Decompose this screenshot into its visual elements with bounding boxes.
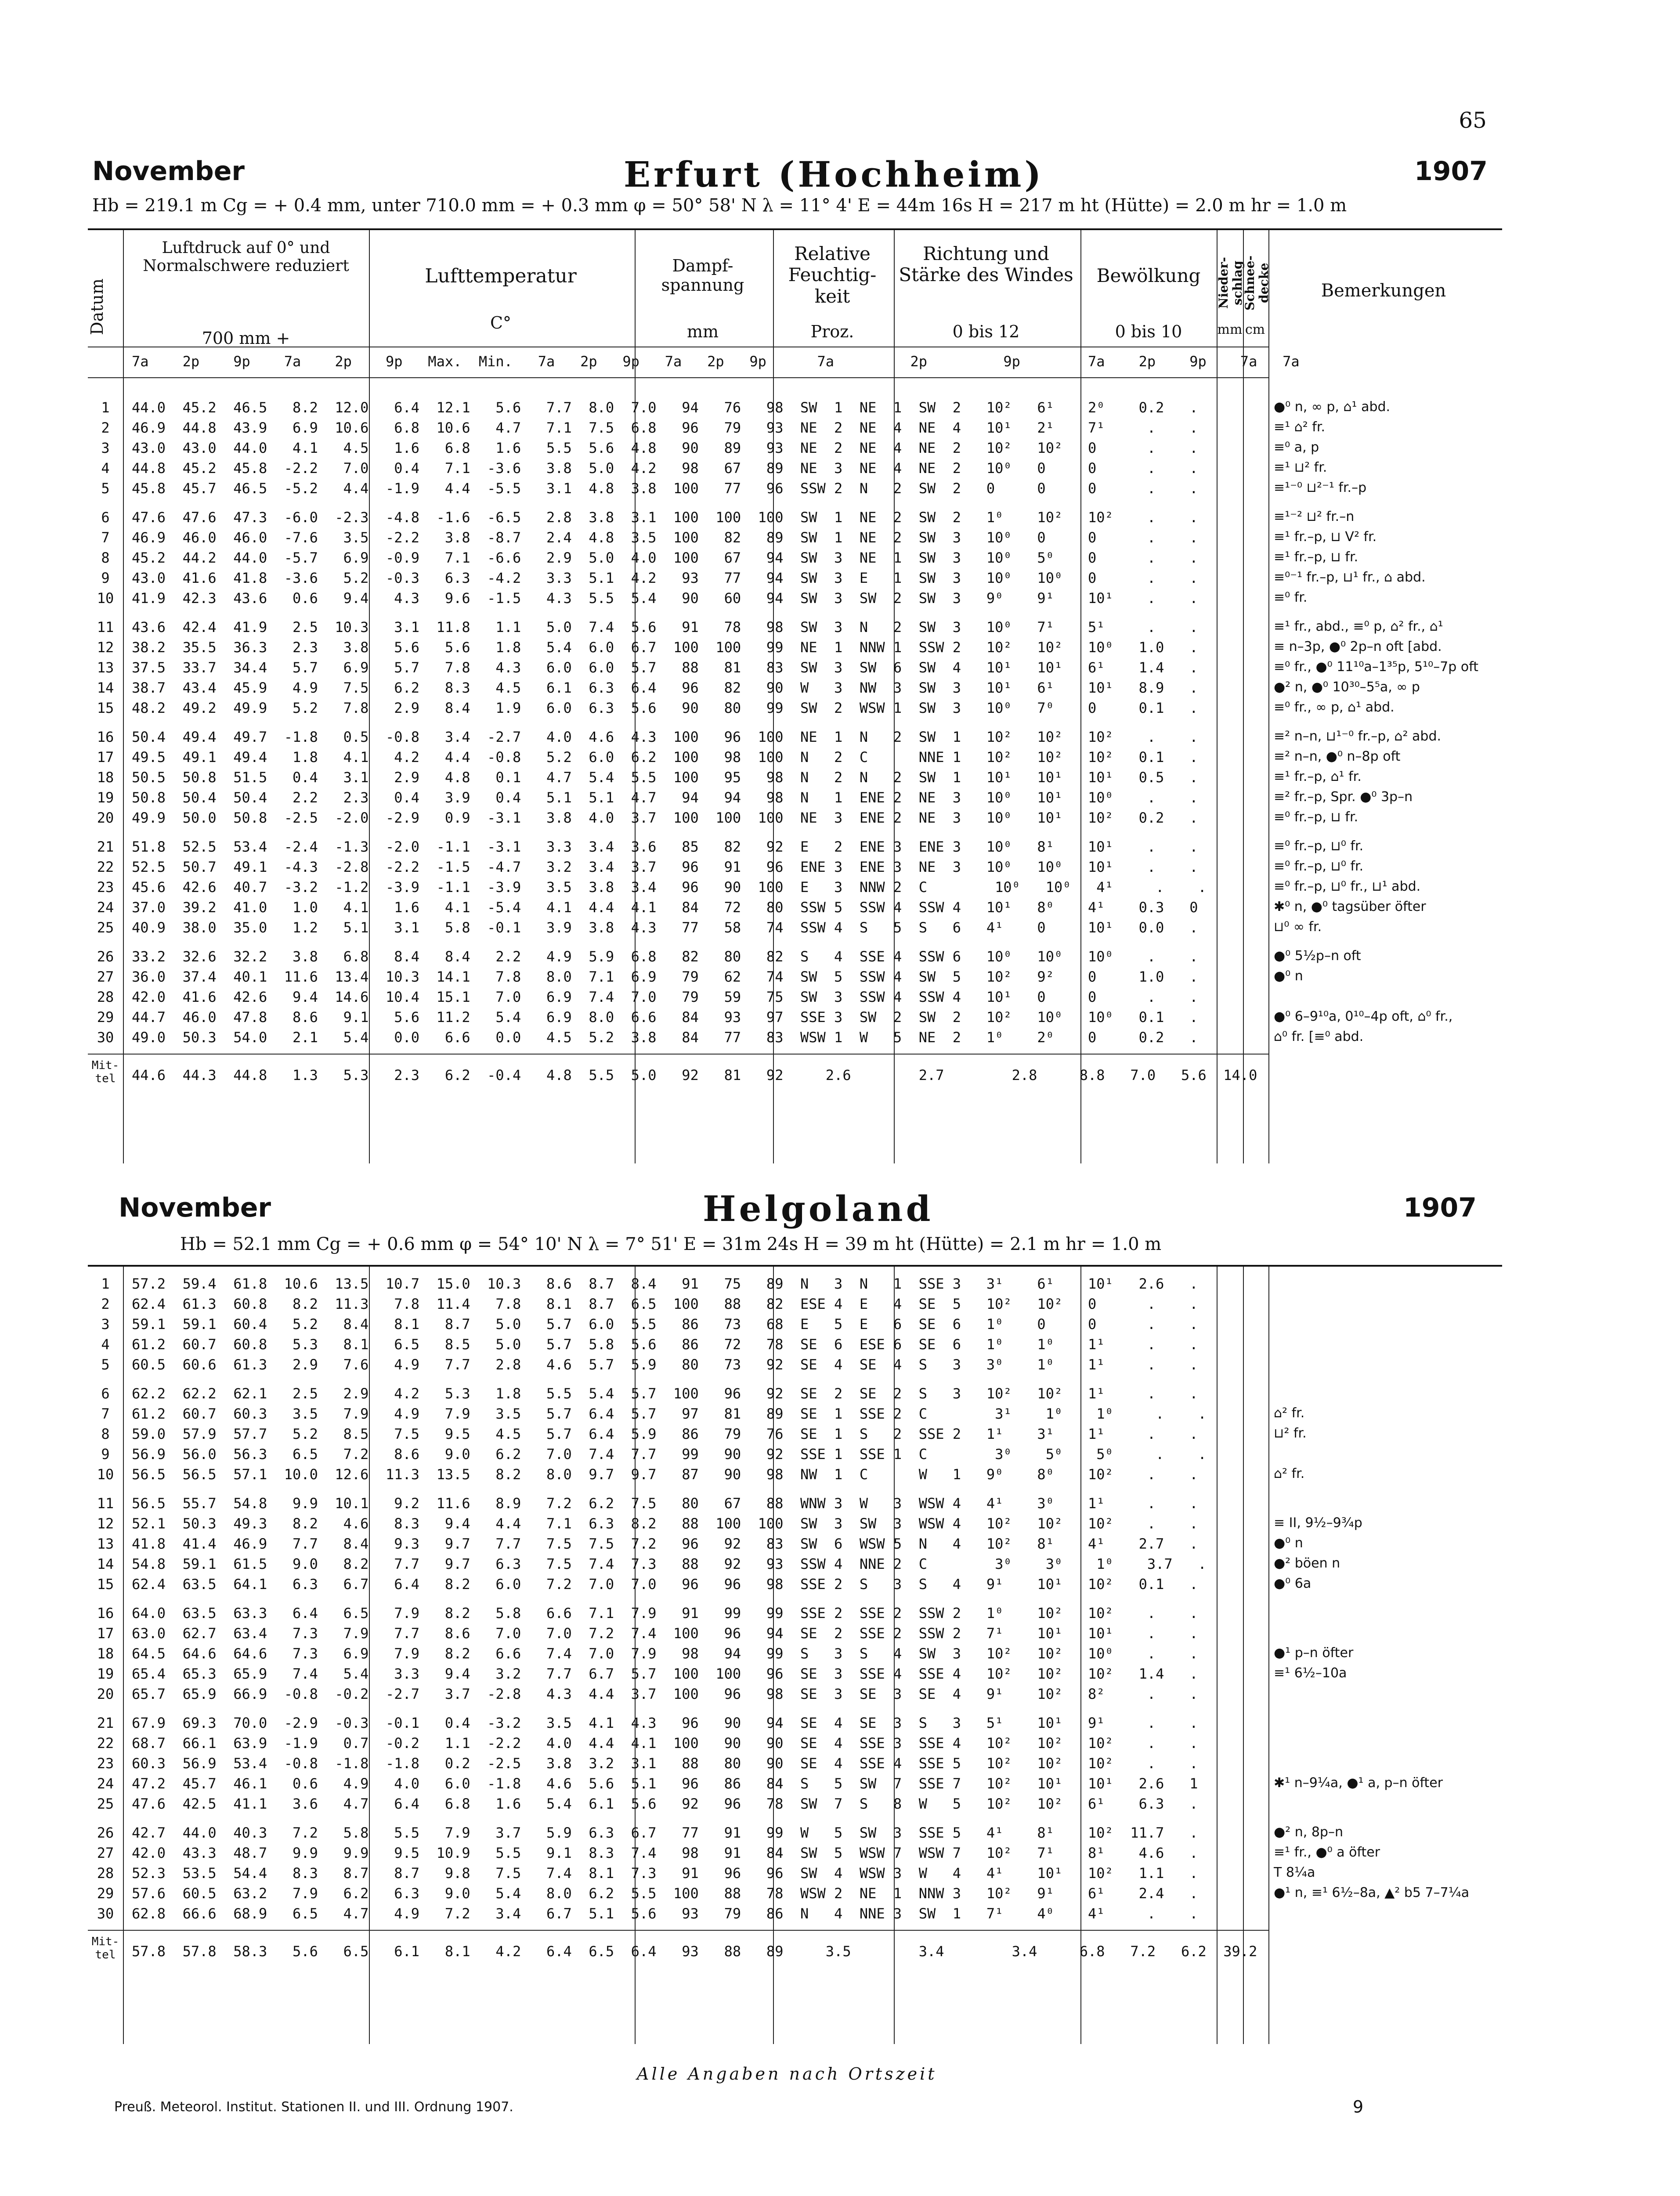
erfurt-station-title: Erfurt (Hochheim) — [624, 154, 1044, 195]
wind-header: Richtung und Stärke des Windes — [899, 243, 1073, 286]
table-row-date: 25 — [97, 919, 114, 936]
table-row: 50.4 49.4 49.7 -1.8 0.5 -0.8 3.4 -2.7 4.0 4.6 4.3 100 96 100 NE 1 N 2 SW 1 10² 10² 10² . . — [132, 729, 1198, 745]
luftdruck-unit: 700 mm + — [202, 329, 290, 348]
row-remark: ●⁰ n, ∞ p, ⌂¹ abd. — [1274, 399, 1391, 415]
table-row: 47.6 47.6 47.3 -6.0 -2.3 -4.8 -1.6 -6.5 2.8 3.8 3.1 100 100 100 SW 1 NE 2 SW 2 1⁰ 10² 10² . . — [132, 509, 1198, 526]
table-row: 61.2 60.7 60.8 5.3 8.1 6.5 8.5 5.0 5.7 5.8 5.6 86 72 78 SE 6 ESE 6 SE 6 1⁰ 1⁰ 1¹ . . — [132, 1336, 1198, 1353]
table-row-date: 8 — [101, 1426, 110, 1442]
table-row: 57.2 59.4 61.8 10.6 13.5 10.7 15.0 10.3 8.6 8.7 8.4 91 75 89 N 3 N 1 SSE 3 3¹ 6¹ 10¹ 2.6 . — [132, 1275, 1198, 1292]
table-row-date: 12 — [97, 1515, 114, 1532]
subheader-times: 7a 2p 9p 7a 2p 9p Max. Min. 7a 2p 9p 7a 2p 9p 7a 2p 9p 7a 2p 9p 7a 7a — [132, 353, 1300, 370]
table-row: 57.6 60.5 63.2 7.9 6.2 6.3 9.0 5.4 8.0 6.2 5.5 100 88 78 WSW 2 NE 1 NNW 3 10² 9¹ 6¹ 2.4 . — [132, 1885, 1198, 1902]
row-remark: ✱¹ n–9¼a, ●¹ a, p–n öfter — [1274, 1775, 1443, 1791]
table-row: 48.2 49.2 49.9 5.2 7.8 2.9 8.4 1.9 6.0 6.3 5.6 90 80 99 SW 2 WSW 1 SW 3 10⁰ 7⁰ 0 0.1 . — [132, 700, 1198, 716]
table-row: 52.5 50.7 49.1 -4.3 -2.8 -2.2 -1.5 -4.7 3.2 3.4 3.7 96 91 96 ENE 3 ENE 3 NE 3 10⁰ 10⁰ 10¹ . . — [132, 859, 1198, 875]
table-row-date: 29 — [97, 1885, 114, 1902]
table-row: 42.7 44.0 40.3 7.2 5.8 5.5 7.9 3.7 5.9 6.3 6.7 77 91 99 W 5 SW 3 SSE 5 4¹ 8¹ 10² 11.7 . — [132, 1824, 1198, 1841]
table-row: 42.0 43.3 48.7 9.9 9.9 9.5 10.9 5.5 9.1 8.3 7.4 98 91 84 SW 5 WSW 7 WSW 7 10² 7¹ 8¹ 4.6 . — [132, 1845, 1198, 1861]
table-row-date: 26 — [97, 948, 114, 965]
table-row: 45.8 45.7 46.5 -5.2 4.4 -1.9 4.4 -5.5 3.1 4.8 3.8 100 77 96 SSW 2 N 2 SW 2 0 0 0 . . — [132, 480, 1198, 497]
row-remark: ≡⁰ fr. — [1274, 590, 1308, 605]
table-row-date: 11 — [97, 1495, 114, 1512]
schneedecke-header: Schnee-decke — [1243, 255, 1272, 311]
table-row-date: 14 — [97, 1556, 114, 1572]
table-row-date: 3 — [101, 1316, 110, 1333]
table-row: 36.0 37.4 40.1 11.6 13.4 10.3 14.1 7.8 8.0 7.1 6.9 79 62 74 SW 5 SSW 4 SW 5 10² 9² 0 1.0 . — [132, 968, 1198, 985]
row-remark: ●¹ n, ≡¹ 6½–8a, ▲² b5 7–7¼a — [1274, 1885, 1470, 1900]
table-row-date: 14 — [97, 679, 114, 696]
row-remark: ⊔⁰ ∞ fr. — [1274, 919, 1322, 935]
row-remark: ⌂² fr. — [1274, 1466, 1305, 1481]
table-row-date: 6 — [101, 1385, 110, 1402]
table-row-date: 4 — [101, 1336, 110, 1353]
table-row-date: 12 — [97, 639, 114, 656]
table-row: 46.9 46.0 46.0 -7.6 3.5 -2.2 3.8 -8.7 2.4 4.8 3.5 100 82 89 SW 1 NE 2 SW 3 10⁰ 0 0 . . — [132, 529, 1198, 546]
row-remark: ●⁰ 6a — [1274, 1576, 1311, 1591]
wind-unit: 0 bis 12 — [952, 322, 1020, 341]
table-row-date: 1 — [101, 399, 110, 416]
table-row-date: 10 — [97, 1466, 114, 1483]
table-row: 41.9 42.3 43.6 0.6 9.4 4.3 9.6 -1.5 4.3 5.5 5.4 90 60 94 SW 3 SW 2 SW 3 9⁰ 9¹ 10¹ . . — [132, 590, 1198, 607]
row-remark: ●⁰ 6–9¹⁰a, 0¹⁰–4p oft, ⌂⁰ fr., — [1274, 1009, 1453, 1024]
table-row: 38.2 35.5 36.3 2.3 3.8 5.6 5.6 1.8 5.4 6.0 6.7 100 100 99 NE 1 NNW 1 SSW 2 10² 10² 10⁰ 1.0 . — [132, 639, 1198, 656]
table-row: 46.9 44.8 43.9 6.9 10.6 6.8 10.6 4.7 7.1 7.5 6.8 96 79 93 NE 2 NE 4 NE 4 10¹ 2¹ 7¹ . . — [132, 419, 1198, 436]
table-row: 44.8 45.2 45.8 -2.2 7.0 0.4 7.1 -3.6 3.8 5.0 4.2 98 67 89 NE 3 NE 4 NE 2 10⁰ 0 0 . . — [132, 460, 1198, 477]
row-remark: ≡¹ fr., ●⁰ a öfter — [1274, 1845, 1380, 1860]
footer-note: Alle Angaben nach Ortszeit — [637, 2064, 937, 2084]
table-row: 45.6 42.6 40.7 -3.2 -1.2 -3.9 -1.1 -3.9 3.5 3.8 3.4 96 90 100 E 3 NNW 2 C 10⁰ 10⁰ 4¹ . . — [132, 879, 1207, 896]
bewoelkung-unit: 0 bis 10 — [1115, 322, 1182, 341]
table-row: 62.2 62.2 62.1 2.5 2.9 4.2 5.3 1.8 5.5 5.4 5.7 100 96 92 SE 2 SE 2 S 3 10² 10² 1¹ . . — [132, 1385, 1198, 1402]
table-row: 62.8 66.6 68.9 6.5 4.7 4.9 7.2 3.4 6.7 5.1 5.6 93 79 86 N 4 NNE 3 SW 1 7¹ 4⁰ 4¹ . . — [132, 1905, 1198, 1922]
table-row-date: 5 — [101, 1356, 110, 1373]
table-row: 56.5 55.7 54.8 9.9 10.1 9.2 11.6 8.9 7.2 6.2 7.5 80 67 88 WNW 3 W 3 WSW 4 4¹ 3⁰ 1¹ . . — [132, 1495, 1198, 1512]
table-row-date: 5 — [101, 480, 110, 497]
table-row: 59.1 59.1 60.4 5.2 8.4 8.1 8.7 5.0 5.7 6.0 5.5 86 73 68 E 5 E 6 SE 6 1⁰ 0 0 . . — [132, 1316, 1198, 1333]
table-row-date: 9 — [101, 1446, 110, 1463]
table-row: 37.5 33.7 34.4 5.7 6.9 5.7 7.8 4.3 6.0 6.0 5.7 88 81 83 SW 3 SW 6 SW 4 10¹ 10¹ 6¹ 1.4 . — [132, 659, 1198, 676]
row-remark: ≡⁰ a, p — [1274, 440, 1319, 455]
table-row-date: 16 — [97, 1605, 114, 1622]
helgoland-month: November — [119, 1192, 271, 1223]
table-row-date: 15 — [97, 700, 114, 716]
row-remark: ≡² fr.–p, Spr. ●⁰ 3p–n — [1274, 789, 1413, 805]
table-row-date: 9 — [101, 570, 110, 586]
table-row-date: 24 — [97, 1775, 114, 1792]
table-row: 43.6 42.4 41.9 2.5 10.3 3.1 11.8 1.1 5.0 7.4 5.6 91 78 98 SW 3 N 2 SW 3 10⁰ 7¹ 5¹ . . — [132, 619, 1198, 636]
row-remark: ≡¹ fr.–p, ⌂¹ fr. — [1274, 769, 1362, 784]
lufttemperatur-header: Lufttemperatur — [425, 265, 577, 287]
table-row-date: 22 — [97, 859, 114, 875]
row-remark: ≡² n–n, ⊔¹⁻⁰ fr.–p, ⌂² abd. — [1274, 729, 1442, 744]
table-row-date: 29 — [97, 1009, 114, 1026]
row-remark: ●² n, ●⁰ 10³⁰–5⁵a, ∞ p — [1274, 679, 1420, 695]
row-remark: ≡⁰ fr., ∞ p, ⌂¹ abd. — [1274, 700, 1395, 715]
table-row-date: 7 — [101, 529, 110, 546]
table-row: 50.8 50.4 50.4 2.2 2.3 0.4 3.9 0.4 5.1 5.1 4.7 94 94 98 N 1 ENE 2 NE 3 10⁰ 10¹ 10⁰ . . — [132, 789, 1198, 806]
row-remark: ●⁰ 5½p–n oft — [1274, 948, 1361, 964]
table-row: 38.7 43.4 45.9 4.9 7.5 6.2 8.3 4.5 6.1 6.3 6.4 96 82 90 W 3 NW 3 SW 3 10¹ 6¹ 10¹ 8.9 . — [132, 679, 1198, 696]
table-row-date: 20 — [97, 1686, 114, 1702]
table-row-date: 27 — [97, 968, 114, 985]
table-row: 41.8 41.4 46.9 7.7 8.4 9.3 9.7 7.7 7.5 7.5 7.2 96 92 83 SW 6 WSW 5 N 4 10² 8¹ 4¹ 2.7 . — [132, 1535, 1198, 1552]
table-row-date: 18 — [97, 769, 114, 786]
bewoelkung-header: Bewölkung — [1096, 265, 1201, 286]
erfurt-month: November — [92, 156, 245, 187]
table-row: 62.4 61.3 60.8 8.2 11.3 7.8 11.4 7.8 8.1 8.7 6.5 100 88 82 ESE 4 E 4 SE 5 10² 10² 0 . . — [132, 1296, 1198, 1312]
table-row: 49.5 49.1 49.4 1.8 4.1 4.2 4.4 -0.8 5.2 6.0 6.2 100 98 100 N 2 C NNE 1 10² 10² 10² 0.1 . — [132, 749, 1198, 766]
row-remark: ≡⁰ fr.–p, ⊔ fr. — [1274, 809, 1358, 825]
table-row: 52.1 50.3 49.3 8.2 4.6 8.3 9.4 4.4 7.1 6.3 8.2 88 100 100 SW 3 SW 3 WSW 4 10² 10² 10² . . — [132, 1515, 1198, 1532]
table-row-date: 3 — [101, 440, 110, 456]
table-row-date: 28 — [97, 989, 114, 1005]
dampfspannung-unit: mm — [686, 322, 719, 341]
table-row-date: 10 — [97, 590, 114, 607]
table-row-date: 26 — [97, 1824, 114, 1841]
table-row-date: 21 — [97, 838, 114, 855]
row-remark: ≡¹ fr.–p, ⊔ fr. — [1274, 549, 1358, 565]
table-row-date: 13 — [97, 659, 114, 676]
table-row: 33.2 32.6 32.2 3.8 6.8 8.4 8.4 2.2 4.9 5.9 6.8 82 80 82 S 4 SSE 4 SSW 6 10⁰ 10⁰ 10⁰ . . — [132, 948, 1198, 965]
table-row: 43.0 43.0 44.0 4.1 4.5 1.6 6.8 1.6 5.5 5.6 4.8 90 89 93 NE 2 NE 4 NE 2 10² 10² 0 . . — [132, 440, 1198, 456]
row-remark: ≡¹ 6½–10a — [1274, 1665, 1347, 1681]
table-row-date: 23 — [97, 879, 114, 896]
table-row: 62.4 63.5 64.1 6.3 6.7 6.4 8.2 6.0 7.2 7.0 7.0 96 96 98 SSE 2 S 3 S 4 9¹ 10¹ 10² 0.1 . — [132, 1576, 1198, 1593]
row-remark: ≡⁰ fr.–p, ⊔⁰ fr. — [1274, 838, 1364, 854]
feuchtigkeit-unit: Proz. — [810, 322, 854, 341]
table-row: 50.5 50.8 51.5 0.4 3.1 2.9 4.8 0.1 4.7 5.4 5.5 100 95 98 N 2 N 2 SW 1 10¹ 10¹ 10¹ 0.5 . — [132, 769, 1198, 786]
table-row: 44.7 46.0 47.8 8.6 9.1 5.6 11.2 5.4 6.9 8.0 6.6 84 93 97 SSE 3 SW 2 SW 2 10² 10⁰ 10⁰ 0.1 . — [132, 1009, 1198, 1026]
helgoland-station-title: Helgoland — [703, 1188, 934, 1229]
row-remark: ≡⁰ fr., ●⁰ 11¹⁰a–1³⁵p, 5¹⁰–7p oft — [1274, 659, 1479, 675]
erfurt-params: Hb = 219.1 m Cg = + 0.4 mm, unter 710.0 mm = + 0.3 mm φ = 50° 58' N λ = 11° 4' E = 44m 16s H = 217 m ht (Hütte) = 2.0 m hr = 1.0 m — [92, 195, 1347, 216]
table-row-date: 16 — [97, 729, 114, 745]
row-remark: ≡¹ fr., abd., ≡⁰ p, ⌂² fr., ⌂¹ — [1274, 619, 1443, 634]
table-row-date: 24 — [97, 899, 114, 916]
table-row-date: 7 — [101, 1405, 110, 1422]
row-remark: ●² n, 8p–n — [1274, 1824, 1343, 1840]
table-row-date: 4 — [101, 460, 110, 477]
table-row: 47.2 45.7 46.1 0.6 4.9 4.0 6.0 -1.8 4.6 5.6 5.1 96 86 84 S 5 SW 7 SSE 7 10² 10¹ 10¹ 2.6 1 — [132, 1775, 1198, 1792]
datum-header: Datum — [87, 278, 107, 336]
table-row: 56.9 56.0 56.3 6.5 7.2 8.6 9.0 6.2 7.0 7.4 7.7 99 90 92 SSE 1 SSE 1 C 3⁰ 5⁰ 5⁰ . . — [132, 1446, 1207, 1463]
table-row: 60.3 56.9 53.4 -0.8 -1.8 -1.8 0.2 -2.5 3.8 3.2 3.1 88 80 90 SE 4 SSE 4 SSE 5 10² 10² 10² . . — [132, 1755, 1198, 1772]
publisher-line: Preuß. Meteorol. Institut. Stationen II. und III. Ordnung 1907. — [114, 2099, 513, 2115]
row-remark: ≡ n–3p, ●⁰ 2p–n oft [abd. — [1274, 639, 1442, 654]
lufttemperatur-unit: C° — [490, 313, 512, 332]
row-remark: ≡¹ ⌂² fr. — [1274, 419, 1325, 435]
row-remark: ⌂² fr. — [1274, 1405, 1305, 1421]
table-row: 61.2 60.7 60.3 3.5 7.9 4.9 7.9 3.5 5.7 6.4 5.7 97 81 89 SE 1 SSE 2 C 3¹ 1⁰ 1⁰ . . — [132, 1405, 1207, 1422]
helgoland-table — [88, 1265, 1502, 2044]
row-remark: ⊔² fr. — [1274, 1426, 1307, 1441]
row-remark: ●⁰ n — [1274, 1535, 1303, 1551]
table-row-date: 1 — [101, 1275, 110, 1292]
mean-label: Mit- tel — [91, 1935, 119, 1961]
table-row: 51.8 52.5 53.4 -2.4 -1.3 -2.0 -1.1 -3.1 3.3 3.4 3.6 85 82 92 E 2 ENE 3 ENE 3 10⁰ 8¹ 10¹ . . — [132, 838, 1198, 855]
row-remark: ≡ II, 9½–9¾p — [1274, 1515, 1362, 1531]
table-row: 65.7 65.9 66.9 -0.8 -0.2 -2.7 3.7 -2.8 4.3 4.4 3.7 100 96 98 SE 3 SE 3 SE 4 9¹ 10² 8² . . — [132, 1686, 1198, 1702]
table-row: 47.6 42.5 41.1 3.6 4.7 6.4 6.8 1.6 5.4 6.1 5.6 92 96 78 SW 7 S 8 W 5 10² 10² 6¹ 6.3 . — [132, 1795, 1198, 1812]
table-row: 56.5 56.5 57.1 10.0 12.6 11.3 13.5 8.2 8.0 9.7 9.7 87 90 98 NW 1 C W 1 9⁰ 8⁰ 10² . . — [132, 1466, 1198, 1483]
table-row-date: 20 — [97, 809, 114, 826]
row-remark: ≡² n–n, ●⁰ n–8p oft — [1274, 749, 1401, 764]
table-row-date: 28 — [97, 1865, 114, 1882]
dampfspannung-header: Dampf-spannung — [661, 256, 744, 295]
row-remark: ≡¹ ⊔² fr. — [1274, 460, 1327, 475]
table-row: 37.0 39.2 41.0 1.0 4.1 1.6 4.1 -5.4 4.1 4.4 4.1 84 72 80 SSW 5 SSW 4 SSW 4 10¹ 8⁰ 4¹ 0.3 0 — [132, 899, 1198, 916]
mean-row: 44.6 44.3 44.8 1.3 5.3 2.3 6.2 -0.4 4.8 5.5 5.0 92 81 92 2.6 2.7 2.8 8.8 7.0 5.6 14.0 — [132, 1067, 1257, 1084]
row-remark: ●⁰ n — [1274, 968, 1303, 984]
row-remark: ≡⁰ fr.–p, ⊔⁰ fr., ⊔¹ abd. — [1274, 879, 1421, 894]
row-remark: ≡¹⁻² ⊔² fr.–n — [1274, 509, 1355, 524]
table-row-date: 27 — [97, 1845, 114, 1861]
page-number: 65 — [1459, 108, 1487, 133]
table-row-date: 23 — [97, 1755, 114, 1772]
niederschlag-unit: mm — [1217, 322, 1243, 337]
erfurt-year: 1907 — [1414, 156, 1488, 187]
table-row: 44.0 45.2 46.5 8.2 12.0 6.4 12.1 5.6 7.7 8.0 7.0 94 76 98 SW 1 NE 1 SW 2 10² 6¹ 2⁰ 0.2 . — [132, 399, 1198, 416]
table-row: 64.0 63.5 63.3 6.4 6.5 7.9 8.2 5.8 6.6 7.1 7.9 91 99 99 SSE 2 SSE 2 SSW 2 1⁰ 10² 10² . . — [132, 1605, 1198, 1622]
table-row-date: 8 — [101, 549, 110, 566]
table-row: 43.0 41.6 41.8 -3.6 5.2 -0.3 6.3 -4.2 3.3 5.1 4.2 93 77 94 SW 3 E 1 SW 3 10⁰ 10⁰ 0 . . — [132, 570, 1198, 586]
niederschlag-header: Nieder-schlag — [1216, 257, 1245, 309]
table-row: 65.4 65.3 65.9 7.4 5.4 3.3 9.4 3.2 7.7 6.7 5.7 100 100 96 SE 3 SSE 4 SSE 4 10² 10² 10² 1.4 . — [132, 1665, 1198, 1682]
table-row: 68.7 66.1 63.9 -1.9 0.7 -0.2 1.1 -2.2 4.0 4.4 4.1 100 90 90 SE 4 SSE 3 SSE 4 10² 10² 10² . . — [132, 1735, 1198, 1752]
schneedecke-unit: cm — [1245, 322, 1265, 337]
row-remark: ●² böen n — [1274, 1556, 1340, 1571]
table-row-date: 30 — [97, 1029, 114, 1046]
feuchtigkeit-header: Relative Feuchtig-keit — [788, 243, 877, 307]
row-remark: ≡¹⁻⁰ ⊔²⁻¹ fr.–p — [1274, 480, 1367, 495]
table-row: 40.9 38.0 35.0 1.2 5.1 3.1 5.8 -0.1 3.9 3.8 4.3 77 58 74 SSW 4 S 5 S 6 4¹ 0 10¹ 0.0 . — [132, 919, 1198, 936]
row-remark: T 8¼a — [1274, 1865, 1315, 1880]
table-row-date: 2 — [101, 1296, 110, 1312]
erfurt-table — [88, 228, 1502, 1163]
row-remark: ⌂⁰ fr. [≡⁰ abd. — [1274, 1029, 1364, 1044]
luftdruck-header: Luftdruck auf 0° und Normalschwere reduziert — [143, 239, 349, 275]
row-remark: ✱⁰ n, ●⁰ tagsüber öfter — [1274, 899, 1426, 914]
helgoland-params: Hb = 52.1 mm Cg = + 0.6 mm φ = 54° 10' N λ = 7° 51' E = 31m 24s H = 39 m ht (Hütte) = 2.1 m hr = 1.0 m — [180, 1234, 1162, 1254]
table-row-date: 13 — [97, 1535, 114, 1552]
table-row-date: 21 — [97, 1715, 114, 1731]
table-row: 49.0 50.3 54.0 2.1 5.4 0.0 6.6 0.0 4.5 5.2 3.8 84 77 83 WSW 1 W 5 NE 2 1⁰ 2⁰ 0 0.2 . — [132, 1029, 1198, 1046]
table-row: 45.2 44.2 44.0 -5.7 6.9 -0.9 7.1 -6.6 2.9 5.0 4.0 100 67 94 SW 3 NE 1 SW 3 10⁰ 5⁰ 0 . . — [132, 549, 1198, 566]
row-remark: ●¹ p–n öfter — [1274, 1645, 1354, 1661]
table-row: 49.9 50.0 50.8 -2.5 -2.0 -2.9 0.9 -3.1 3.8 4.0 3.7 100 100 100 NE 3 ENE 2 NE 3 10⁰ 10¹ 10² 0.2 . — [132, 809, 1198, 826]
table-row-date: 2 — [101, 419, 110, 436]
sheet-number: 9 — [1353, 2097, 1364, 2117]
table-row-date: 22 — [97, 1735, 114, 1752]
table-row-date: 18 — [97, 1645, 114, 1662]
table-row-date: 17 — [97, 749, 114, 766]
mean-row: 57.8 57.8 58.3 5.6 6.5 6.1 8.1 4.2 6.4 6.5 6.4 93 88 89 3.5 3.4 3.4 6.8 7.2 6.2 39.2 — [132, 1943, 1257, 1960]
table-row-date: 19 — [97, 789, 114, 806]
table-row-date: 19 — [97, 1665, 114, 1682]
table-row: 42.0 41.6 42.6 9.4 14.6 10.4 15.1 7.0 6.9 7.4 7.0 79 59 75 SW 3 SSW 4 SSW 4 10¹ 0 0 . . — [132, 989, 1198, 1005]
table-row-date: 6 — [101, 509, 110, 526]
table-row: 54.8 59.1 61.5 9.0 8.2 7.7 9.7 6.3 7.5 7.4 7.3 88 92 93 SSW 4 NNE 2 C 3⁰ 3⁰ 1⁰ 3.7 . — [132, 1556, 1207, 1572]
table-row-date: 15 — [97, 1576, 114, 1593]
table-row: 64.5 64.6 64.6 7.3 6.9 7.9 8.2 6.6 7.4 7.0 7.9 98 94 99 S 3 S 4 SW 3 10² 10² 10⁰ . . — [132, 1645, 1198, 1662]
helgoland-year: 1907 — [1403, 1192, 1477, 1223]
table-row: 52.3 53.5 54.4 8.3 8.7 8.7 9.8 7.5 7.4 8.1 7.3 91 96 96 SW 4 WSW 3 W 4 4¹ 10¹ 10² 1.1 . — [132, 1865, 1198, 1882]
table-row-date: 25 — [97, 1795, 114, 1812]
mean-label: Mit- tel — [91, 1059, 119, 1085]
table-row-date: 30 — [97, 1905, 114, 1922]
row-remark: ≡⁰ fr.–p, ⊔⁰ fr. — [1274, 859, 1364, 874]
table-row: 59.0 57.9 57.7 5.2 8.5 7.5 9.5 4.5 5.7 6.4 5.9 86 79 76 SE 1 S 2 SSE 2 1¹ 3¹ 1¹ . . — [132, 1426, 1198, 1442]
table-row: 60.5 60.6 61.3 2.9 7.6 4.9 7.7 2.8 4.6 5.7 5.9 80 73 92 SE 4 SE 4 S 3 3⁰ 1⁰ 1¹ . . — [132, 1356, 1198, 1373]
row-remark: ≡¹ fr.–p, ⊔ V² fr. — [1274, 529, 1377, 545]
row-remark: ≡⁰⁻¹ fr.–p, ⊔¹ fr., ⌂ abd. — [1274, 570, 1426, 585]
table-row-date: 11 — [97, 619, 114, 636]
bemerkungen-header: Bemerkungen — [1321, 281, 1446, 301]
table-row: 63.0 62.7 63.4 7.3 7.9 7.7 8.6 7.0 7.0 7.2 7.4 100 96 94 SE 2 SSE 2 SSW 2 7¹ 10¹ 10¹ . . — [132, 1625, 1198, 1642]
table-row-date: 17 — [97, 1625, 114, 1642]
table-row: 67.9 69.3 70.0 -2.9 -0.3 -0.1 0.4 -3.2 3.5 4.1 4.3 96 90 94 SE 4 SE 3 S 3 5¹ 10¹ 9¹ . . — [132, 1715, 1198, 1731]
